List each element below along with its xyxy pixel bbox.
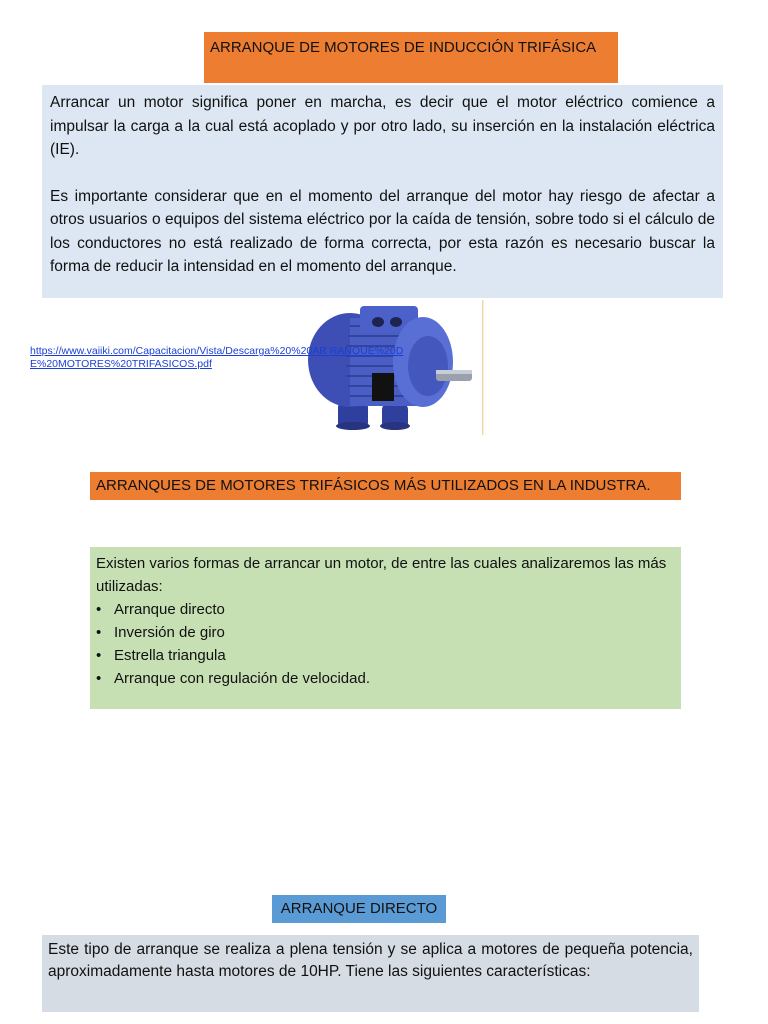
intro-text-box — [42, 85, 723, 298]
section-title-arranque-directo: ARRANQUE DIRECTO — [272, 895, 446, 923]
methods-list-box — [90, 547, 681, 709]
bullet: • — [96, 670, 102, 687]
intro-paragraph-2: Es importante considerar que en el momento del arranque del motor hay riesgo de afectar a otros usuarios o equipos del sistema eléctrico por la caída de tensión, sobre todo si el cálculo de los conductores no está realizado de forma correcta, por esta razón es necesario buscar la forma de reducir la intensidad en el momento del arranque. — [50, 187, 715, 275]
list-item-text: Arranque directo — [114, 601, 225, 618]
bullet: • — [96, 624, 102, 641]
methods-list — [96, 598, 675, 690]
list-item — [96, 667, 675, 690]
bullet: • — [96, 647, 102, 664]
list-item — [96, 644, 675, 667]
methods-intro: Existen varios formas de arrancar un motor, de entre las cuales analizaremos las más utilizadas: — [96, 555, 667, 595]
list-item-text: Inversión de giro — [114, 624, 225, 641]
section-title-arranque-motores: ARRANQUE DE MOTORES DE INDUCCIÓN TRIFÁSICA — [204, 32, 618, 83]
list-item-text: Arranque con regulación de velocidad. — [114, 670, 371, 687]
section-title-arranques-industria: ARRANQUES DE MOTORES TRIFÁSICOS MÁS UTILIZADOS EN LA INDUSTRA. — [90, 472, 681, 500]
list-item — [96, 598, 675, 621]
arranque-directo-text: Este tipo de arranque se realiza a plena tensión y se aplica a motores de pequeña potencia, aproximadamente hasta motores de 10HP. Tiene las siguientes características: — [42, 935, 699, 1012]
bullet: • — [96, 601, 102, 618]
intro-paragraph-1: Arrancar un motor significa poner en marcha, es decir que el motor eléctrico comience a impulsar la carga a la cual está acoplado y por otro lado, su inserción en la instalación eléctrica (IE). — [50, 94, 715, 158]
list-item — [96, 621, 675, 644]
list-item-text: Estrella triangula — [114, 647, 226, 664]
source-link[interactable]: https://www.vaiiki.com/Capacitacion/Vista/Descarga%20%20AR RANQUE%20DE%20MOTORES%20TRIFASICOS.pdf — [30, 345, 404, 370]
